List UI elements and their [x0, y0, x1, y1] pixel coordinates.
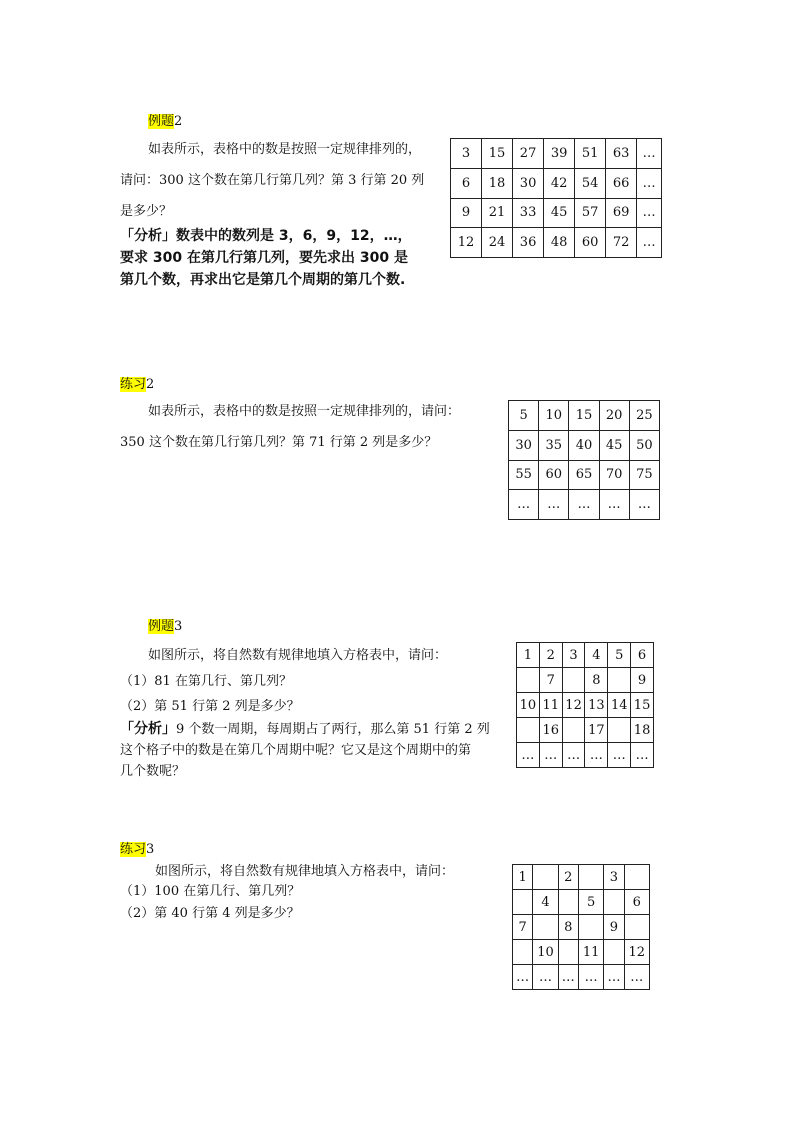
table-cell: 50 [629, 430, 659, 460]
table-cell [558, 890, 578, 915]
table-cell: … [533, 965, 558, 990]
table-cell: 8 [585, 668, 608, 693]
table-row [517, 693, 654, 718]
table-cell: 60 [539, 460, 569, 490]
table-cell [578, 915, 603, 940]
example-3-analysis-line-1 [120, 718, 490, 738]
table-row [509, 401, 660, 431]
table-cell: 18 [482, 168, 513, 198]
table-row [451, 228, 662, 258]
table-row [517, 668, 654, 693]
table-cell: 57 [575, 198, 606, 228]
table-cell: … [637, 168, 662, 198]
table-cell: … [637, 139, 662, 169]
table-cell: … [513, 965, 533, 990]
table-cell: 33 [513, 198, 544, 228]
table-row [451, 168, 662, 198]
example-3-analysis-line-2: 这个格子中的数是在第几个周期中呢？它又是这个周期中的第 [120, 743, 472, 758]
practice-3-line-3: （2）第 40 行第 4 列是多少？ [120, 906, 300, 921]
table-cell: 6 [451, 168, 482, 198]
table-row [517, 743, 654, 768]
table-cell: … [558, 965, 578, 990]
table-row [451, 139, 662, 169]
table-cell: … [604, 965, 624, 990]
table-cell: 30 [509, 430, 539, 460]
table-cell: 5 [509, 401, 539, 431]
table-row [517, 643, 654, 668]
table-cell: 15 [569, 401, 599, 431]
example-3-analysis-text-1: 9 个数一周期，每周期占了两行，那么第 51 行第 2 列 [176, 722, 490, 737]
table-cell: 15 [631, 693, 654, 718]
example-2-analysis-line-2: 要求 300 在第几行第几列，要先求出 300 是 [120, 250, 408, 266]
table-cell: 1 [517, 643, 540, 668]
example-3-analysis-line-3: 几个数呢？ [120, 764, 186, 779]
table-cell: 51 [575, 139, 606, 169]
practice-3-tag: 练习 [120, 842, 147, 857]
table-cell: 4 [533, 890, 558, 915]
practice-3-heading [120, 838, 154, 857]
table-row [513, 915, 650, 940]
table-cell: 12 [562, 693, 585, 718]
table-cell: … [637, 198, 662, 228]
table-cell: 30 [513, 168, 544, 198]
table-cell [513, 940, 533, 965]
example-3-number: 3 [174, 619, 183, 634]
practice-2-heading [120, 373, 154, 392]
table-row [513, 965, 650, 990]
table-cell [562, 718, 585, 743]
table-cell: 16 [539, 718, 562, 743]
table-cell [562, 668, 585, 693]
table-cell: … [569, 490, 599, 520]
example-2-tag: 例题 [148, 114, 175, 129]
table-cell: 12 [624, 940, 649, 965]
table-cell: 60 [575, 228, 606, 258]
table-cell: 75 [629, 460, 659, 490]
table-cell [533, 865, 558, 890]
table-cell: … [631, 743, 654, 768]
table-cell: 6 [624, 890, 649, 915]
table-cell: 1 [513, 865, 533, 890]
table-cell: 36 [513, 228, 544, 258]
table-cell [513, 890, 533, 915]
table-cell: 11 [539, 693, 562, 718]
table-cell: … [578, 965, 603, 990]
table-cell: 2 [558, 865, 578, 890]
table-cell: 13 [585, 693, 608, 718]
example-2-line-1: 如表所示，表格中的数是按照一定规律排列的， [148, 142, 422, 157]
table-cell [578, 865, 603, 890]
table-cell [608, 668, 631, 693]
table-cell: 3 [562, 643, 585, 668]
example-2-heading [148, 110, 182, 129]
table-cell [624, 865, 649, 890]
table-cell: … [608, 743, 631, 768]
table-cell: 2 [539, 643, 562, 668]
table-cell: 66 [606, 168, 637, 198]
table-cell: 9 [451, 198, 482, 228]
table-row [509, 430, 660, 460]
table-cell: 6 [631, 643, 654, 668]
table-row [513, 865, 650, 890]
table-cell: 3 [451, 139, 482, 169]
table-cell: … [585, 743, 608, 768]
table-cell: 27 [513, 139, 544, 169]
example-2-analysis-line-1 [120, 225, 412, 245]
table-cell: 9 [631, 668, 654, 693]
table-cell [533, 915, 558, 940]
practice-2-number: 2 [146, 377, 155, 392]
table-cell: 10 [517, 693, 540, 718]
table-cell: 12 [451, 228, 482, 258]
practice-3-table [512, 864, 650, 990]
example-3-table [516, 642, 654, 768]
practice-3-line-2: （1）100 在第几行、第几列？ [120, 884, 301, 899]
example-3-heading [148, 615, 182, 634]
table-row [513, 890, 650, 915]
table-cell [604, 940, 624, 965]
table-row [509, 490, 660, 520]
table-cell: 10 [539, 401, 569, 431]
table-cell: 55 [509, 460, 539, 490]
table-cell: … [624, 965, 649, 990]
table-cell: 70 [599, 460, 629, 490]
table-cell: 45 [544, 198, 575, 228]
table-cell: … [517, 743, 540, 768]
table-cell: 3 [604, 865, 624, 890]
table-cell: 21 [482, 198, 513, 228]
table-cell: 48 [544, 228, 575, 258]
table-row [513, 940, 650, 965]
example-2-line-2: 请问：300 这个数在第几行第几列？第 3 行第 20 列 [120, 173, 425, 188]
practice-3-number: 3 [146, 842, 155, 857]
table-cell: 5 [608, 643, 631, 668]
table-cell: 42 [544, 168, 575, 198]
table-cell: … [509, 490, 539, 520]
table-cell [604, 890, 624, 915]
example-2-analysis-text-1: 数表中的数列是 3，6，9，12，…， [176, 228, 412, 244]
example-2-analysis-tag: 「分析」 [120, 228, 176, 244]
table-row [451, 198, 662, 228]
example-3-tag: 例题 [148, 619, 175, 634]
table-cell: 10 [533, 940, 558, 965]
table-cell: 18 [631, 718, 654, 743]
table-cell: … [629, 490, 659, 520]
table-cell: 72 [606, 228, 637, 258]
table-cell: … [539, 490, 569, 520]
example-2-table [450, 138, 662, 258]
table-cell: 69 [606, 198, 637, 228]
table-cell: 5 [578, 890, 603, 915]
table-cell: 15 [482, 139, 513, 169]
practice-2-table [508, 400, 660, 520]
example-3-line-2: （1）81 在第几行、第几列？ [120, 674, 292, 689]
table-cell: 7 [539, 668, 562, 693]
table-cell: 8 [558, 915, 578, 940]
table-row [517, 718, 654, 743]
table-cell: 63 [606, 139, 637, 169]
table-cell: 45 [599, 430, 629, 460]
table-cell: 54 [575, 168, 606, 198]
table-row [509, 460, 660, 490]
practice-3-line-1: 如图所示，将自然数有规律地填入方格表中，请问： [155, 864, 455, 879]
practice-2-line-1: 如表所示，表格中的数是按照一定规律排列的，请问： [148, 404, 461, 419]
table-cell: … [637, 228, 662, 258]
example-2-analysis-line-3: 第几个数，再求出它是第几个周期的第几个数. [120, 272, 406, 288]
example-3-analysis-tag: 「分析」 [120, 721, 176, 737]
table-cell: 7 [513, 915, 533, 940]
table-cell: 17 [585, 718, 608, 743]
example-3-line-1: 如图所示，将自然数有规律地填入方格表中，请问： [148, 648, 448, 663]
table-cell [517, 668, 540, 693]
table-cell: 40 [569, 430, 599, 460]
table-cell: 9 [604, 915, 624, 940]
example-2-line-3: 是多少？ [120, 204, 173, 219]
practice-2-line-2: 350 这个数在第几行第几列？第 71 行第 2 列是多少？ [120, 435, 438, 450]
table-cell [517, 718, 540, 743]
table-cell: … [539, 743, 562, 768]
table-cell: 11 [578, 940, 603, 965]
table-cell: … [599, 490, 629, 520]
table-cell: 4 [585, 643, 608, 668]
table-cell [558, 940, 578, 965]
table-cell: 65 [569, 460, 599, 490]
table-cell [624, 915, 649, 940]
practice-2-tag: 练习 [120, 377, 147, 392]
table-cell [608, 718, 631, 743]
table-cell: 14 [608, 693, 631, 718]
example-3-line-3: （2）第 51 行第 2 列是多少？ [120, 699, 300, 714]
example-2-number: 2 [174, 114, 183, 129]
table-cell: 35 [539, 430, 569, 460]
table-cell: 25 [629, 401, 659, 431]
table-cell: 39 [544, 139, 575, 169]
table-cell: 24 [482, 228, 513, 258]
table-cell: … [562, 743, 585, 768]
table-cell: 20 [599, 401, 629, 431]
